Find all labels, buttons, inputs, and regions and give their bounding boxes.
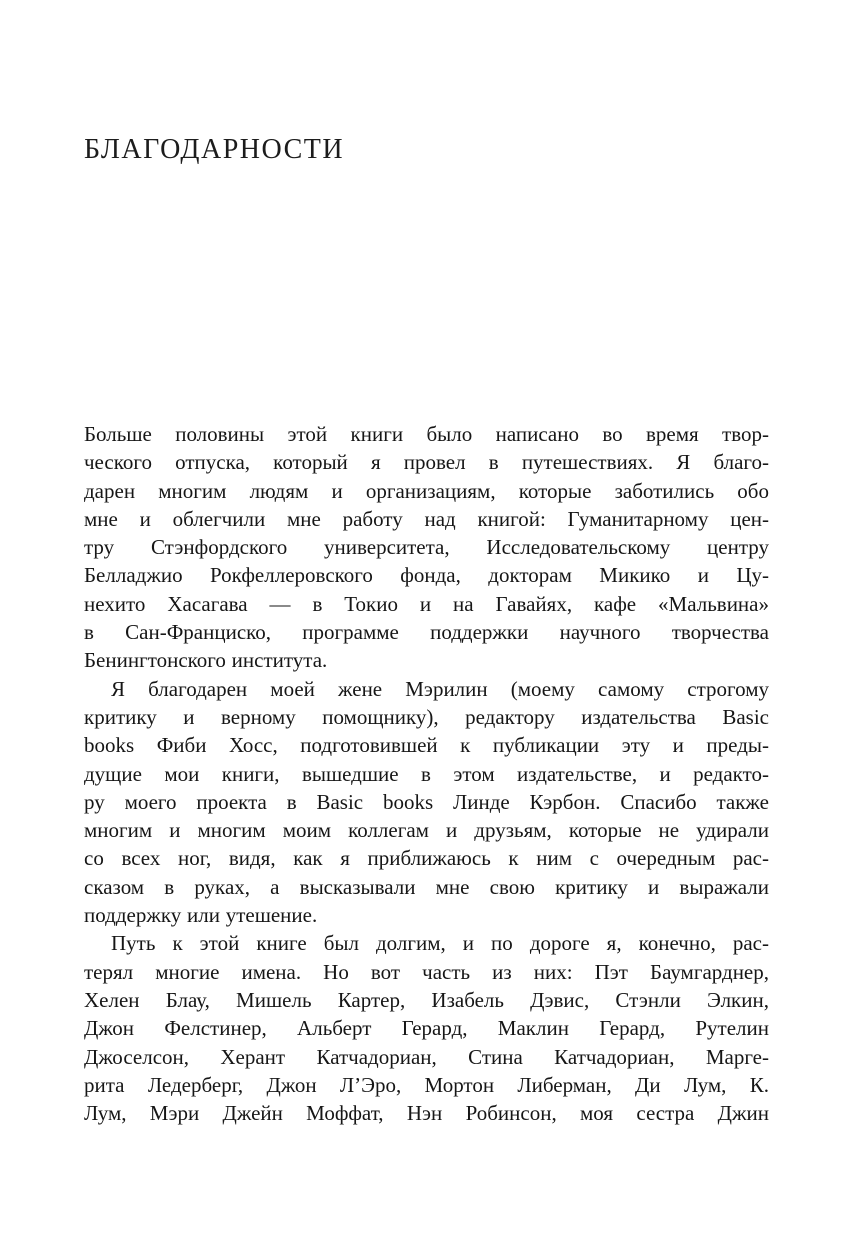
text-line: рита Ледерберг, Джон Л’Эро, Мортон Либерман, Ди Лум, К. bbox=[84, 1072, 769, 1097]
chapter-title: БЛАГОДАРНОСТИ bbox=[84, 134, 345, 165]
text-line: нехито Хасагава — в Токио и на Гавайях, кафе «Мальвина» bbox=[84, 591, 769, 616]
text-line: ру моего проекта в Basic books Линде Кэрбон. Спасибо также bbox=[84, 789, 769, 814]
text-line: ческого отпуска, который я провел в путешествиях. Я благо- bbox=[84, 450, 769, 475]
text-line: Я благодарен моей жене Мэрилин (моему самому строгому bbox=[111, 676, 769, 701]
text-line: сказом в руках, а высказывали мне свою критику и выражали bbox=[84, 874, 769, 899]
text-line: многим и многим моим коллегам и друзьям, которые не удирали bbox=[84, 818, 769, 843]
text-line: Лум, Мэри Джейн Моффат, Нэн Робинсон, моя сестра Джин bbox=[84, 1101, 769, 1126]
text-line: терял многие имена. Но вот часть из них: Пэт Баумгарднер, bbox=[84, 959, 769, 984]
text-line: дущие мои книги, вышедшие в этом издательстве, и редакто- bbox=[84, 761, 769, 786]
text-line: Путь к этой книге был долгим, и по дороге я, конечно, рас- bbox=[111, 931, 769, 956]
text-line: Джон Фелстинер, Альберт Герард, Маклин Герард, Рутелин bbox=[84, 1016, 769, 1041]
text-line: Хелен Блау, Мишель Картер, Изабель Дэвис, Стэнли Элкин, bbox=[84, 987, 769, 1012]
text-line: мне и облегчили мне работу над книгой: Гуманитарному цен- bbox=[84, 506, 769, 531]
text-line: books Фиби Хосс, подготовившей к публикации эту и преды- bbox=[84, 733, 769, 758]
text-line: Белладжио Рокфеллеровского фонда, докторам Микико и Цу- bbox=[84, 563, 769, 588]
text-line: со всех ног, видя, как я приближаюсь к ним с очередным рас- bbox=[84, 846, 769, 871]
text-line: в Сан-Франциско, программе поддержки научного творчества bbox=[84, 620, 769, 645]
text-line: дарен многим людям и организациям, которые заботились обо bbox=[84, 478, 769, 503]
text-line: Джоселсон, Херант Катчадориан, Стина Катчадориан, Марге- bbox=[84, 1044, 769, 1069]
text-line: тру Стэнфордского университета, Исследовательскому центру bbox=[84, 535, 769, 560]
text-line: поддержку или утешение. bbox=[84, 903, 318, 928]
text-line: Больше половины этой книги было написано во время твор- bbox=[84, 422, 769, 446]
text-line: Бенингтонского института. bbox=[84, 648, 328, 673]
body-text bbox=[84, 420, 769, 1127]
text-line: критику и верному помощнику), редактору издательства Basic bbox=[84, 704, 769, 729]
